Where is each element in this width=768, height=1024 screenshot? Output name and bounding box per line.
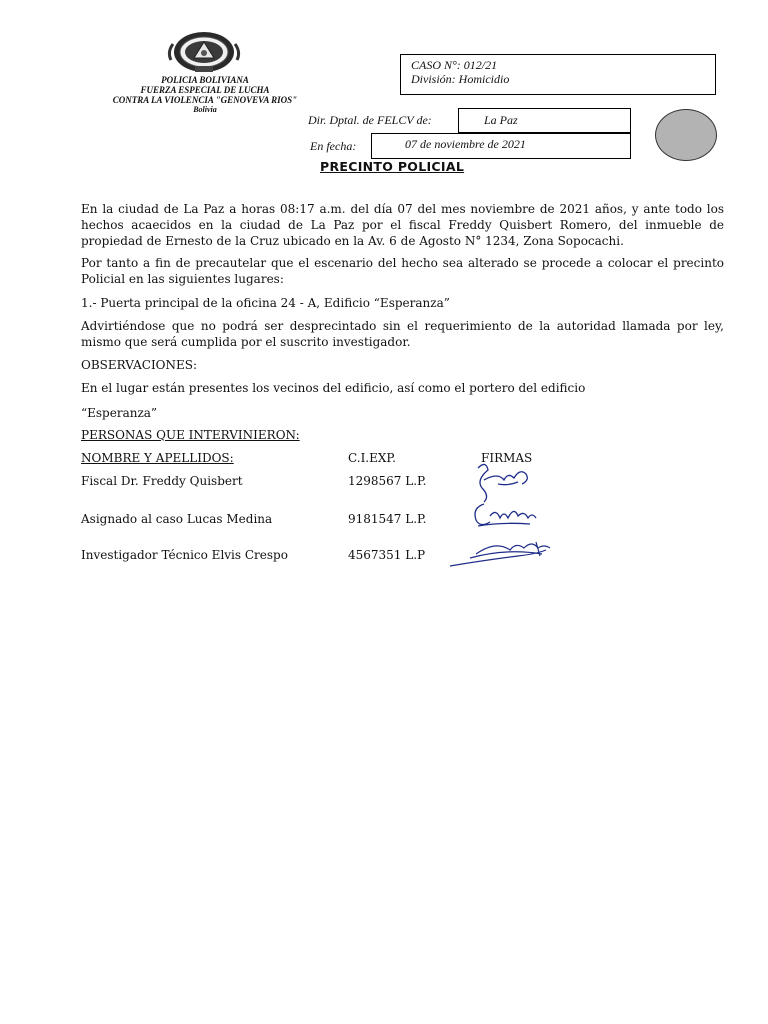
org-name-line2: FUERZA ESPECIAL DE LUCHA [140, 85, 270, 95]
case-division: División: Homicidio [411, 72, 510, 86]
col-header-ci: C.I.EXP. [348, 451, 396, 465]
police-emblem-logo [165, 28, 243, 76]
location-item: 1.- Puerta principal de la oficina 24 - A, Edificio “Esperanza” [81, 296, 450, 310]
date-label: En fecha: [310, 139, 357, 153]
date-value: 07 de noviembre de 2021 [405, 137, 526, 151]
observations-text: En el lugar están presentes los vecinos del edificio, así como el portero del edificio [81, 381, 586, 395]
date-value-box [371, 133, 631, 159]
dept-label: Dir. Dptal. de FELCV de: [308, 113, 432, 127]
person-ci: 1298567 L.P. [348, 474, 427, 488]
paragraph-warning: Advirtiéndose que no podrá ser desprecintado sin el requerimiento de la autoridad llamada por ley, mismo que será cumplida por el suscrito investigador. [81, 319, 724, 349]
paragraph-intro: En la ciudad de La Paz a horas 08:17 a.m. del día 07 del mes noviembre de 2021 años, y ante todo los hechos acaecidos en la ciudad de La Paz por el fiscal Freddy Quisbert Romero, del inmueble de propiedad de Ernesto de la Cruz ubicado en la Av. 6 de Agosto N° 1234, Zona Sopocachi. [81, 202, 724, 248]
signature-2 [470, 498, 542, 534]
case-number: CASO N°: 012/21 [411, 58, 498, 72]
org-name-line1: POLICIA BOLIVIANA [161, 75, 249, 85]
person-name: Fiscal Dr. Freddy Quisbert [81, 474, 243, 488]
paragraph-precinct: Por tanto a fin de precautelar que el escenario del hecho sea alterado se procede a colocar el precinto Policial en las siguientes lugares: [81, 256, 724, 286]
org-name-line3: CONTRA LA VIOLENCIA "GENOVEVA RIOS" [112, 95, 298, 105]
person-ci: 9181547 L.P. [348, 512, 427, 526]
person-name: Investigador Técnico Elvis Crespo [81, 548, 288, 562]
col-header-name: NOMBRE Y APELLIDOS: [81, 451, 234, 465]
person-ci: 4567351 L.P [348, 548, 426, 562]
person-name: Asignado al caso Lucas Medina [81, 512, 273, 526]
stamp-circle [655, 109, 717, 161]
dept-value-box [458, 108, 631, 133]
dept-value: La Paz [484, 113, 518, 127]
observations-label: OBSERVACIONES: [81, 358, 198, 372]
document-title: PRECINTO POLICIAL [320, 159, 465, 174]
observations-text-2: “Esperanza” [81, 406, 158, 420]
persons-heading: PERSONAS QUE INTERVINIERON: [81, 428, 300, 442]
org-country: Bolivia [193, 105, 217, 114]
signature-3 [446, 536, 558, 570]
col-header-signature: FIRMAS [481, 451, 533, 465]
case-info-box [400, 54, 716, 95]
